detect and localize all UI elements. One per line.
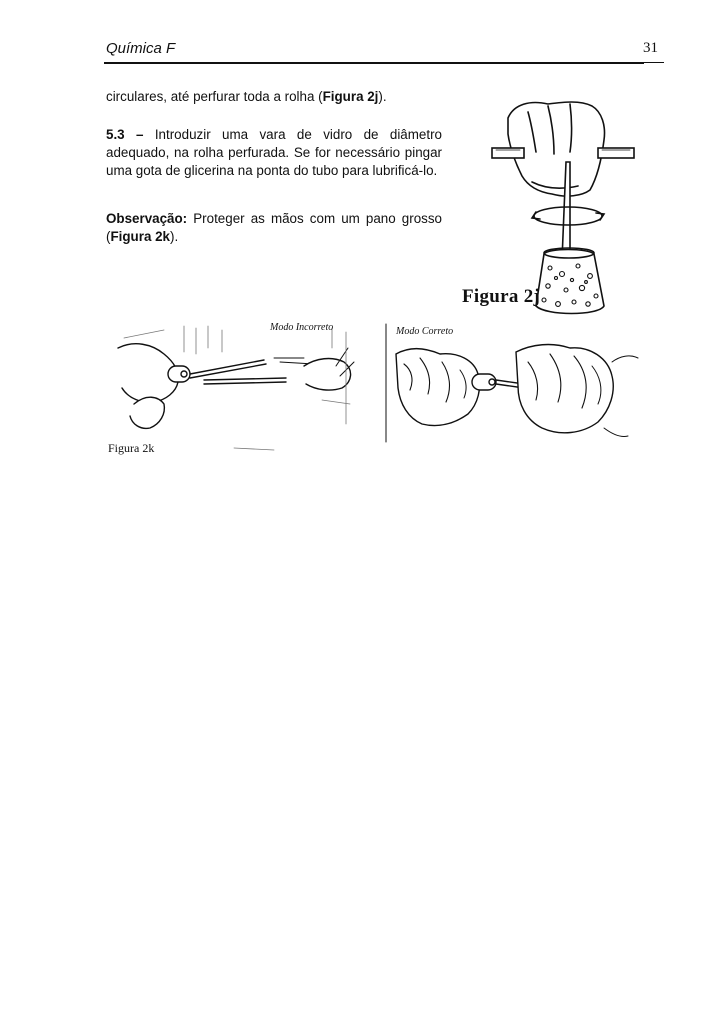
- step-number: 5.3 –: [106, 127, 144, 142]
- modo-incorreto-drawing: [118, 326, 354, 450]
- page-header: [104, 40, 664, 62]
- p1-text-b: ).: [378, 89, 387, 104]
- observation-text-a: Proteger as mãos com um pano grosso (: [106, 211, 442, 244]
- header-rule-page: [644, 62, 664, 63]
- paragraph-continuation: [106, 88, 442, 106]
- p1-figure-ref: Figura 2j: [322, 89, 379, 104]
- figure-2k-label: Figura 2k: [108, 441, 155, 455]
- observation-figure-ref: Figura 2k: [110, 229, 171, 244]
- header-title: Química F: [106, 40, 176, 57]
- paragraph-step-5-3: [106, 126, 442, 180]
- modo-correto-caption: Modo Correto: [396, 326, 454, 337]
- step-text: Introduzir uma vara de vidro de diâmetro adequado, na rolha perfurada. Se for necessário pingar uma gota de glicerina na ponta do tubo para lubrificá-lo.: [106, 127, 442, 178]
- observation-text-b: ).: [170, 229, 179, 244]
- figure-2k-illustration: [104, 318, 644, 460]
- paragraph-observation: [106, 210, 442, 246]
- p1-text-a: circulares, até perfurar toda a rolha (: [106, 89, 323, 104]
- page-number: 31: [643, 40, 658, 56]
- modo-incorreto-caption: Modo Incorreto: [270, 322, 334, 333]
- modo-correto-drawing: [386, 324, 638, 442]
- header-rule: [104, 62, 644, 64]
- figure-2j-label: Figura 2j: [462, 286, 541, 307]
- observation-label: Observação:: [106, 211, 188, 226]
